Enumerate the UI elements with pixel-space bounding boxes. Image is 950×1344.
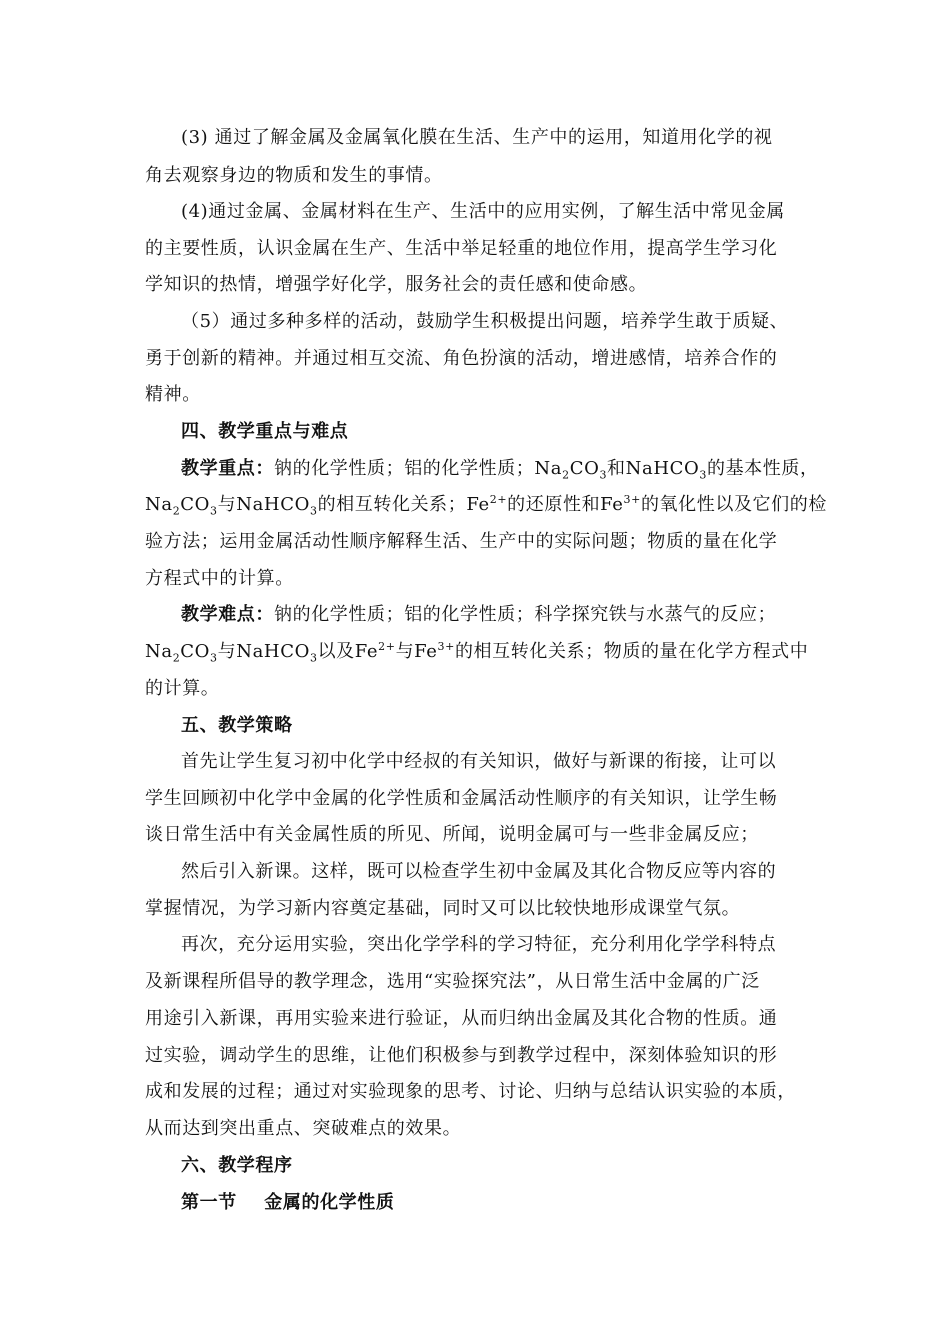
paragraph-line: 角去观察身边的物质和发生的事情。 [145,165,443,186]
key-points-label: 教学重点： [181,458,274,479]
strategy-line: 过实验，调动学生的思维，让他们积极参与到教学过程中，深刻体验知识的形 [145,1045,778,1066]
strategy-line: 首先让学生复习初中化学中经叔的有关知识，做好与新课的衔接，让可以 [181,751,777,772]
strategy-line: 然后引入新课。这样，既可以检查学生初中金属及其化合物反应等内容的 [181,861,777,882]
strategy-line: 谈日常生活中有关金属性质的所见、所闻，说明金属可与一些非金属反应； [145,824,759,845]
paragraph-line: (3) 通过了解金属及金属氧化膜在生活、生产中的运用，知道用化学的视 [181,127,773,148]
paragraph-line: 精神。 [145,384,201,405]
section-heading-4: 四、教学重点与难点 [181,421,349,442]
paragraph-line: (4)通过金属、金属材料在生产、生活中的应用实例，了解生活中常见金属 [181,201,785,222]
difficult-points-line: 教学难点：钠的化学性质；铝的化学性质；科学探究铁与水蒸气的反应； [181,604,777,625]
strategy-line: 成和发展的过程；通过对实验现象的思考、讨论、归纳与总结认识实验的本质， [145,1081,796,1102]
paragraph-line: 学知识的热情，增强学好化学，服务社会的责任感和使命感。 [145,274,648,295]
strategy-line: 掌握情况，为学习新内容奠定基础，同时又可以比较快地形成课堂气氛。 [145,898,741,919]
difficult-points-label: 教学难点： [181,604,274,625]
section-heading-5: 五、教学策略 [181,715,293,736]
difficult-points-line: 的计算。 [145,678,220,699]
strategy-line: 学生回顾初中化学中金属的化学性质和金属活动性顺序的有关知识，让学生畅 [145,788,778,809]
difficult-points-line: $Na_2CO_3$与NaHCO$_3$以及$Fe^{2+}$与$Fe^{3+}$的相互转化关系；物质的量在化学方程式中 [145,640,809,665]
key-points-line: $Na_2CO_3$与NaHCO$_3$的相互转化关系；$Fe^{2+}$的还原性和$Fe^{3+}$的氧化性以及它们的检 [145,493,827,518]
key-points-line: 教学重点：钠的化学性质；铝的化学性质；$Na_2CO_3$和NaHCO$_3$的基本性质， [181,458,819,482]
strategy-line: 用途引入新课，再用实验来进行验证，从而归纳出金属及其化合物的性质。通 [145,1008,778,1029]
paragraph-line: （5）通过多种多样的活动，鼓励学生积极提出问题，培养学生敢于质疑、 [181,311,789,332]
paragraph-line: 勇于创新的精神。并通过相互交流、角色扮演的活动，增进感情，培养合作的 [145,348,778,369]
lesson-section-title: 第一节 金属的化学性质 [181,1192,395,1213]
paragraph-line: 的主要性质，认识金属在生产、生活中举足轻重的地位作用，提高学生学习化 [145,238,778,259]
key-points-line: 验方法；运用金属活动性顺序解释生活、生产中的实际问题；物质的量在化学 [145,531,778,552]
strategy-line: 再次，充分运用实验，突出化学学科的学习特征，充分利用化学学科特点 [181,934,777,955]
strategy-line: 从而达到突出重点、突破难点的效果。 [145,1118,462,1139]
section-heading-6: 六、教学程序 [181,1155,293,1176]
key-points-line: 方程式中的计算。 [145,568,294,589]
strategy-line: 及新课程所倡导的教学理念，选用“实验探究法”，从日常生活中金属的广泛 [145,971,760,992]
